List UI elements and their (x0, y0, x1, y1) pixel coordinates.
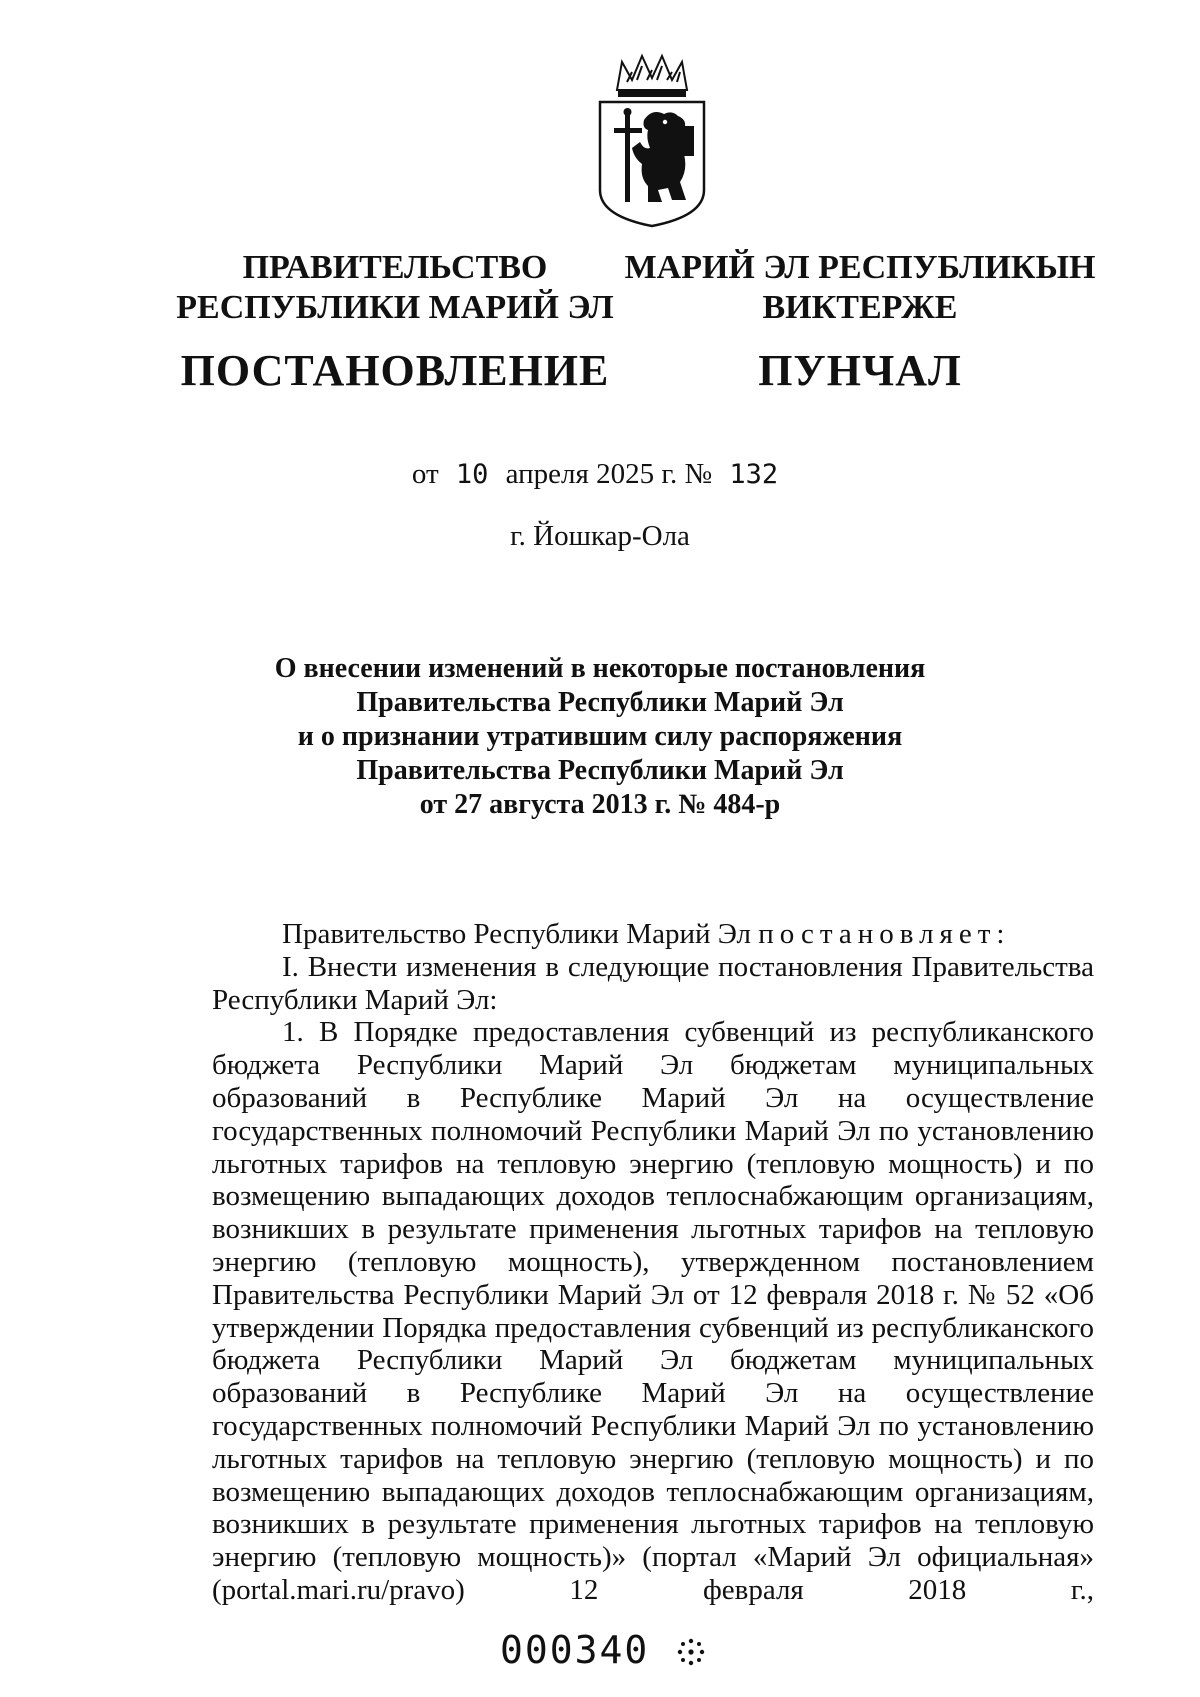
asterisk-icon (677, 1638, 705, 1666)
serial-number: 000340 (500, 1628, 650, 1672)
header-right (600, 248, 1120, 396)
title-line: Правительства Республики Марий Эл (356, 687, 844, 718)
intro-paragraph (212, 918, 1094, 951)
header-left (135, 248, 655, 396)
document-body (212, 918, 1094, 1607)
org-name-mari-line1: МАРИЙ ЭЛ РЕСПУБЛИКЫН (624, 249, 1096, 286)
intro-verb: постановляет: (758, 918, 1011, 950)
org-name-mari-line2: ВИКТЕРЖЕ (762, 289, 958, 326)
intro-text: Правительство Республики Марий Эл (282, 918, 759, 950)
doc-number: 132 (729, 459, 779, 490)
date-prefix: от (411, 458, 439, 490)
item-1: I. Внести изменения в следующие постановления Правительства Республики Марий Эл: (212, 950, 1094, 1016)
title-line: О внесении изменений в некоторые постановления (274, 653, 926, 684)
coat-of-arms-icon (592, 50, 712, 230)
org-name-ru-line1: ПРАВИТЕЛЬСТВО (242, 249, 548, 286)
title-line: Правительства Республики Марий Эл (356, 755, 844, 786)
item-1-1: 1. В Порядке предоставления субвенций из республиканского бюджета Республики Марий Эл бюджетам муниципальных образований в Республике Марий Эл на осуществление государственных полномочий Республики Марий Эл по установлению льготных тарифов на тепловую энергию (тепловую мощность) и по возмещению выпадающих доходов теплоснабжающим организациям, возникших в результате применения льготных тарифов на тепловую энергию (тепловую мощность), утвержденном постановлением Правительства Республики Марий Эл от 12 февраля 2018 г. № 52 «Об утверждении Порядка предоставления субвенций из республиканского бюджета Республики Марий Эл бюджетам муниципальных образований в Республике Марий Эл на осуществление государственных полномочий Республики Марий Эл по установлению льготных тарифов на тепловую энергию (тепловую мощность) и по возмещению выпадающих доходов теплоснабжающим организациям, возникших в результате применения льготных тарифов на тепловую энергию (тепловую мощность)» (портал «Марий Эл официальная» (portal.mari.ru/pravo) 12 февраля 2018 г., (212, 1016, 1094, 1606)
date-day: 10 (455, 459, 489, 490)
document-title (0, 652, 1200, 822)
date-month-year: апреля 2025 г. № (505, 458, 713, 490)
org-name-ru-line2: РЕСПУБЛИКИ МАРИЙ ЭЛ (176, 289, 614, 326)
date-line (0, 458, 1200, 491)
doc-type-ru: ПОСТАНОВЛЕНИЕ (180, 346, 610, 395)
title-line: и о признании утратившим силу распоряжения (297, 721, 903, 752)
title-line: от 27 августа 2013 г. № 484-р (419, 789, 781, 820)
doc-type-mari: ПУНЧАЛ (758, 346, 962, 395)
city: г. Йошкар-Ола (510, 520, 690, 552)
